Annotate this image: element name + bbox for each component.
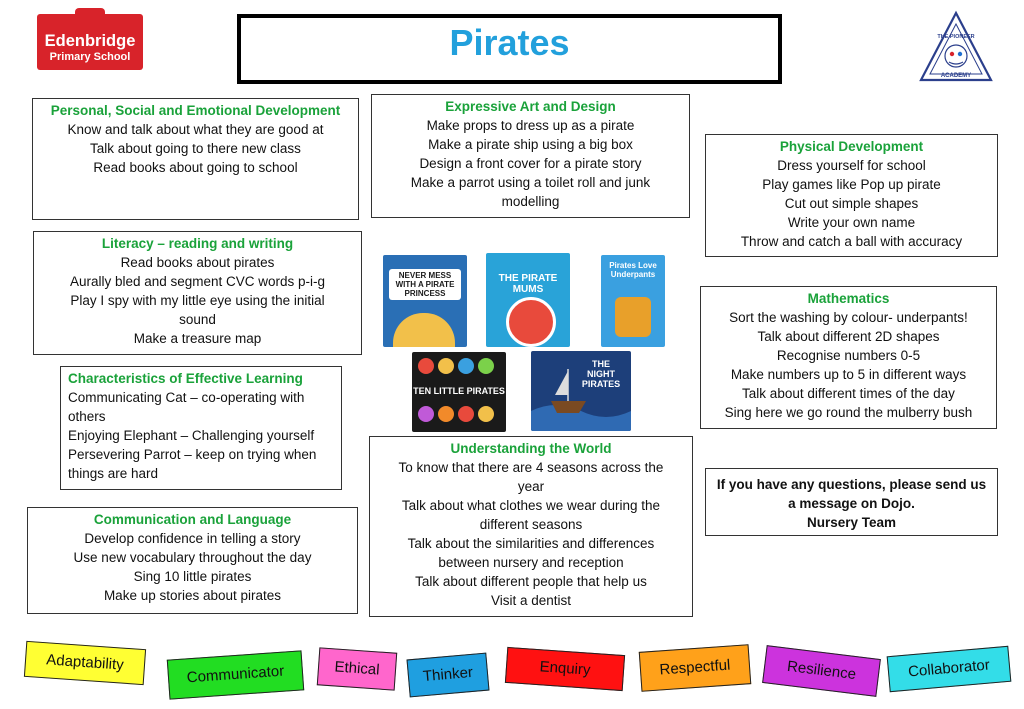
- book-illustration: [531, 351, 631, 431]
- section-line: Read books about going to school: [93, 160, 298, 175]
- section-line: Use new vocabulary throughout the day: [73, 550, 312, 565]
- section-line: sound: [179, 312, 216, 327]
- section-line: different seasons: [479, 517, 583, 532]
- value-adaptability: Adaptability: [24, 641, 146, 685]
- section-heading: Literacy – reading and writing: [101, 236, 294, 251]
- section-line: Sing 10 little pirates: [133, 569, 252, 584]
- book-title: THE PIRATE MUMS: [498, 273, 558, 295]
- section-line: between nursery and reception: [438, 555, 624, 570]
- contact-line: If you have any questions, please send us: [716, 477, 987, 492]
- section-heading: Understanding the World: [450, 441, 612, 456]
- academy-logo-top-text: THE PIONEER: [937, 34, 975, 40]
- section-line: modelling: [501, 194, 560, 209]
- section-line: Communicating Cat – co-operating with: [68, 390, 305, 405]
- contact-line: Nursery Team: [806, 515, 897, 530]
- section-heading: Expressive Art and Design: [445, 99, 616, 114]
- section-line: Talk about different people that help us: [415, 574, 647, 589]
- section-line: Sing here we go round the mulberry bush: [724, 405, 973, 420]
- section-expressive-art: [371, 94, 690, 218]
- book-cover: [412, 352, 506, 432]
- contact-line: a message on Dojo.: [788, 496, 915, 511]
- section-line: things are hard: [68, 466, 159, 481]
- section-line: Sort the washing by colour- underpants!: [729, 310, 968, 325]
- section-heading: Physical Development: [779, 139, 924, 154]
- section-line: Talk about different times of the day: [742, 386, 955, 401]
- section-line: Throw and catch a ball with accuracy: [740, 234, 963, 249]
- section-line: Visit a dentist: [490, 593, 572, 608]
- section-line: Aurally bled and segment CVC words p-i-g: [69, 274, 326, 289]
- section-effective-learning: [60, 366, 342, 490]
- section-line: Make a treasure map: [133, 331, 262, 346]
- section-heading: Communication and Language: [93, 512, 292, 527]
- section-line: Talk about the similarities and differences: [407, 536, 655, 551]
- section-line: Dress yourself for school: [777, 158, 926, 173]
- section-line: Design a front cover for a pirate story: [419, 156, 642, 171]
- academy-logo: [918, 10, 994, 84]
- section-line: Make a parrot using a toilet roll and junk: [410, 175, 651, 190]
- book-cover: [601, 255, 665, 347]
- section-line: Make numbers up to 5 in different ways: [730, 367, 967, 382]
- school-logo-subtitle: Primary School: [49, 51, 131, 63]
- section-line: Persevering Parrot – keep on trying when: [68, 447, 317, 462]
- title-banner: [237, 14, 782, 84]
- section-line: Talk about going to there new class: [90, 141, 301, 156]
- book-cover: [531, 351, 631, 431]
- section-line: Play I spy with my little eye using the initial: [70, 293, 325, 308]
- book-title: THE NIGHT PIRATES: [581, 359, 621, 389]
- book-title: TEN LITTLE PIRATES: [413, 386, 505, 396]
- section-line: Recognise numbers 0-5: [776, 348, 921, 363]
- value-thinker: Thinker: [406, 653, 489, 698]
- value-respectful: Respectful: [639, 644, 752, 692]
- section-line: Make props to dress up as a pirate: [426, 118, 635, 133]
- section-line: Develop confidence in telling a story: [84, 531, 301, 546]
- section-communication: [27, 507, 358, 614]
- section-line: Make a pirate ship using a big box: [428, 137, 633, 152]
- section-mathematics: [700, 286, 997, 429]
- value-collaborator: Collaborator: [887, 646, 1012, 692]
- value-communicator: Communicator: [167, 650, 304, 699]
- section-physical: [705, 134, 998, 257]
- school-logo: [37, 14, 143, 70]
- section-line: others: [68, 409, 106, 424]
- school-logo-name: Edenbridge: [44, 32, 136, 50]
- section-heading: Mathematics: [807, 291, 890, 306]
- section-line: To know that there are 4 seasons across the: [398, 460, 664, 475]
- book-illustration: [615, 297, 651, 337]
- page-title: Pirates: [449, 22, 570, 63]
- school-crest-icon: [75, 8, 105, 20]
- section-line: Talk about what clothes we wear during the: [401, 498, 661, 513]
- book-title: Pirates Love Underpants: [609, 261, 657, 279]
- section-line: Read books about pirates: [120, 255, 275, 270]
- book-illustration: [393, 313, 455, 347]
- section-line: Talk about different 2D shapes: [757, 329, 940, 344]
- value-ethical: Ethical: [317, 647, 397, 690]
- section-understanding-world: [369, 436, 693, 617]
- section-heading: Characteristics of Effective Learning: [68, 371, 303, 386]
- book-cover: [383, 255, 467, 347]
- book-cover: [486, 253, 570, 347]
- section-line: year: [517, 479, 545, 494]
- section-psed: [32, 98, 359, 220]
- book-title: NEVER MESS WITH A PIRATE PRINCESS: [389, 269, 461, 300]
- section-line: Enjoying Elephant – Challenging yourself: [68, 428, 315, 443]
- value-enquiry: Enquiry: [505, 647, 625, 691]
- section-line: Cut out simple shapes: [784, 196, 919, 211]
- section-heading: Personal, Social and Emotional Development: [50, 103, 341, 118]
- section-literacy: [33, 231, 362, 355]
- section-line: Know and talk about what they are good at: [67, 122, 324, 137]
- value-resilience: Resilience: [762, 645, 881, 697]
- academy-logo-bottom-text: ACADEMY: [940, 73, 972, 79]
- section-line: Play games like Pop up pirate: [762, 177, 941, 192]
- section-line: Make up stories about pirates: [103, 588, 282, 603]
- section-line: Write your own name: [787, 215, 916, 230]
- contact-box: [705, 468, 998, 536]
- book-illustration: [506, 297, 556, 347]
